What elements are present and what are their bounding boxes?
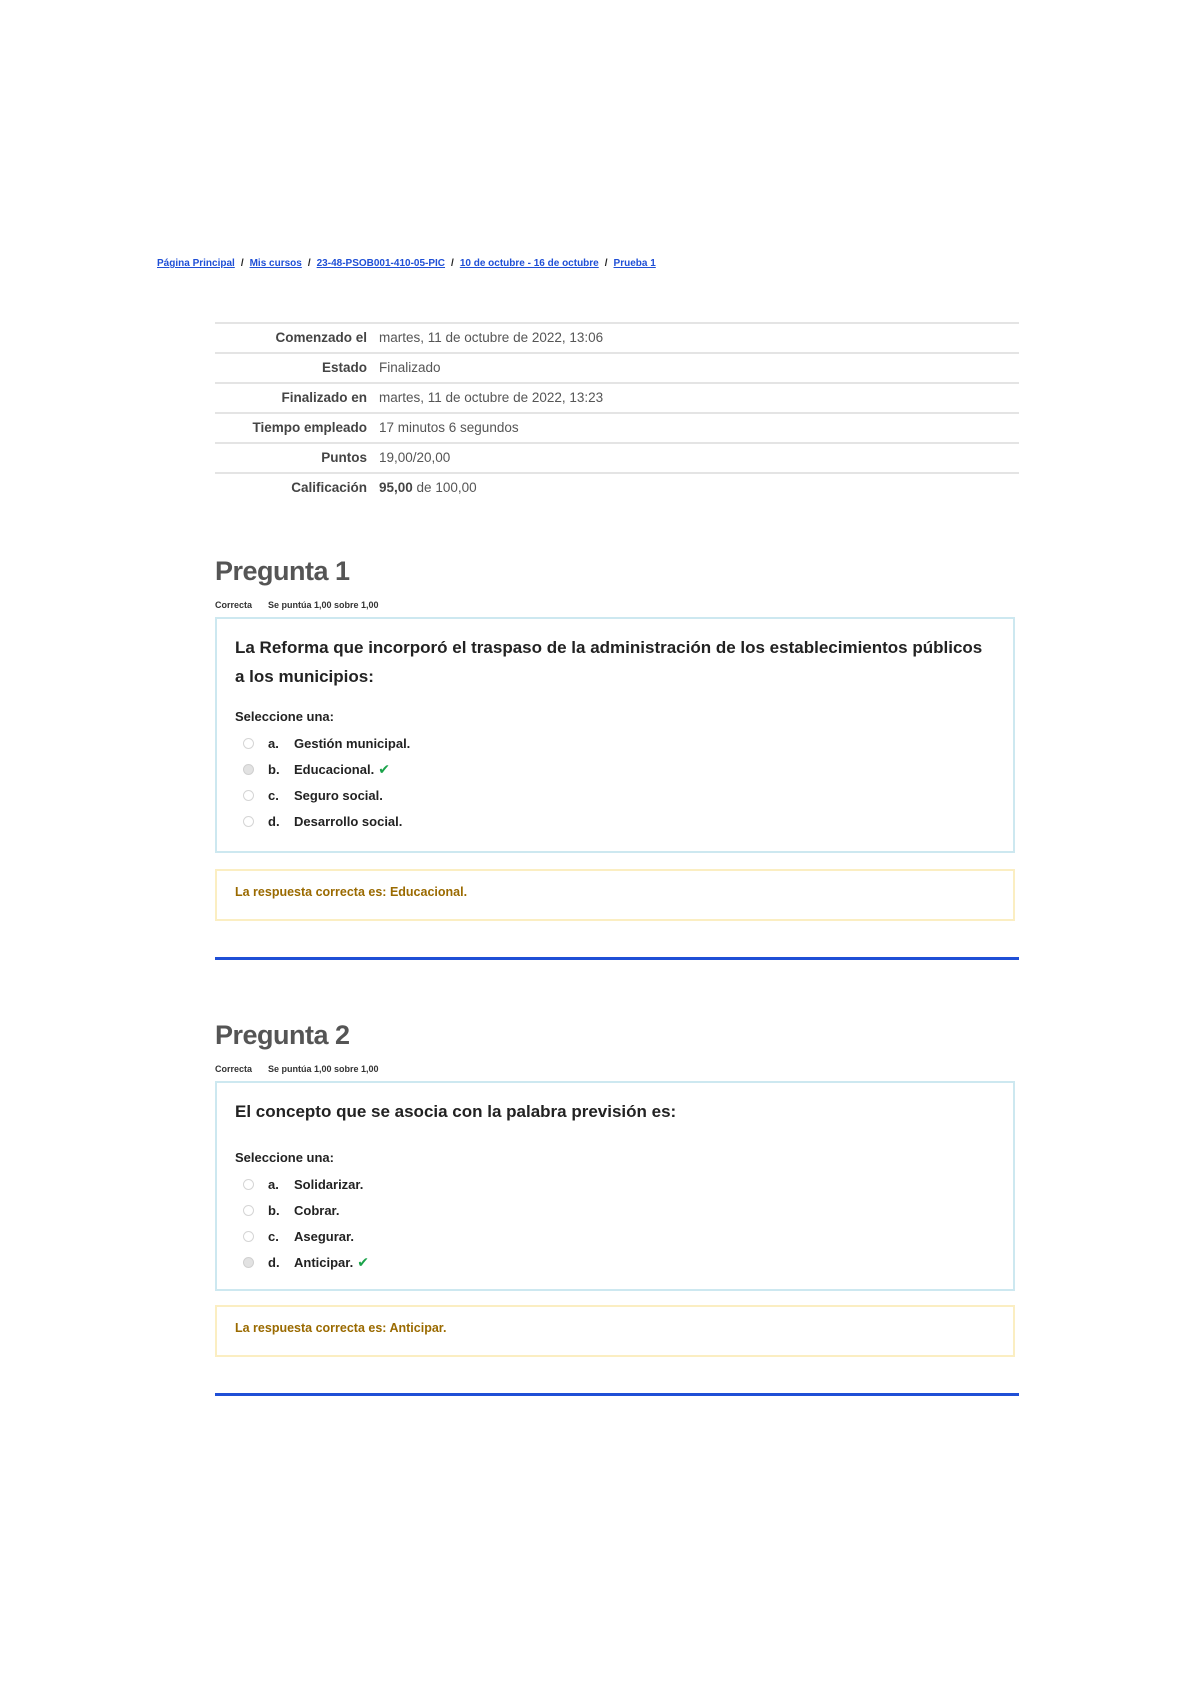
option-letter: c. [268,1228,279,1244]
summary-value: martes, 11 de octubre de 2022, 13:06 [373,323,1019,353]
breadcrumb-week-link[interactable]: 10 de octubre - 16 de octubre [459,258,599,269]
option-text: Educacional. [294,761,375,777]
summary-label: Tiempo empleado [215,413,373,443]
answer-option[interactable] [235,730,995,756]
question-info [215,600,379,610]
summary-label: Comenzado el [215,323,373,353]
question-text: El concepto que se asocia con la palabra previsión es: [235,1102,677,1121]
breadcrumb [157,258,656,269]
option-letter: a. [268,1176,279,1192]
breadcrumb-home-link[interactable]: Página Principal [157,258,235,269]
question-title: Pregunta 1 [215,556,350,586]
question-score: Se puntúa 1,00 sobre 1,00 [268,600,379,610]
summary-row-grade [215,473,1019,502]
answer-option[interactable] [235,1249,995,1275]
attempt-summary-table [215,322,1019,502]
breadcrumb-separator: / [451,258,454,269]
question-info [215,1064,379,1074]
question-divider [215,1393,1019,1396]
option-text: Anticipar. [294,1254,354,1270]
option-text: Asegurar. [294,1228,354,1244]
question-score: Se puntúa 1,00 sobre 1,00 [268,1064,379,1074]
answer-option[interactable] [235,1171,995,1197]
question-title: Pregunta 2 [215,1020,350,1050]
breadcrumb-quiz-link[interactable]: Prueba 1 [613,258,656,269]
question-box [215,617,1015,853]
option-letter: d. [268,1254,280,1270]
summary-value: martes, 11 de octubre de 2022, 13:23 [373,383,1019,413]
breadcrumb-course-link[interactable]: 23-48-PSOB001-410-05-PIC [316,258,446,269]
summary-row-time-taken [215,413,1019,443]
check-icon: ✔ [378,760,390,777]
radio-button[interactable] [243,1179,254,1190]
summary-value [373,473,1019,502]
option-text: Seguro social. [294,787,383,803]
summary-label: Estado [215,353,373,383]
summary-row-state [215,353,1019,383]
grade-max: de 100,00 [412,480,477,495]
answer-option[interactable] [235,782,995,808]
option-text: Desarrollo social. [294,813,403,829]
grade-value: 95,00 [379,480,413,495]
answer-option[interactable] [235,1197,995,1223]
summary-value: 19,00/20,00 [373,443,1019,473]
breadcrumb-separator: / [604,258,608,269]
answer-option[interactable] [235,1223,995,1249]
correct-answer-feedback: La respuesta correcta es: Educacional. [215,869,1015,921]
question-text: La Reforma que incorporó el traspaso de la administración de los establecimientos públicos a los municipios: [235,638,983,686]
correct-answer-feedback: La respuesta correcta es: Anticipar. [215,1305,1015,1357]
option-letter: d. [268,813,280,829]
option-text: Gestión municipal. [294,735,411,751]
question-box [215,1081,1015,1291]
radio-button[interactable] [243,1205,254,1216]
radio-button[interactable] [243,1231,254,1242]
breadcrumb-separator: / [240,258,244,269]
answer-option[interactable] [235,808,995,834]
radio-button-selected[interactable] [243,764,254,775]
option-letter: a. [268,735,279,751]
option-letter: b. [268,761,280,777]
summary-label: Calificación [215,473,373,502]
summary-row-finished [215,383,1019,413]
summary-label: Puntos [215,443,373,473]
answer-option[interactable] [235,756,995,782]
option-letter: c. [268,787,279,803]
question-divider [215,957,1019,960]
option-text: Cobrar. [294,1202,340,1218]
select-one-label: Seleccione una: [235,1150,334,1165]
question-status: Correcta [215,600,253,610]
radio-button-selected[interactable] [243,1257,254,1268]
summary-value: Finalizado [373,353,1019,383]
radio-button[interactable] [243,790,254,801]
summary-label: Finalizado en [215,383,373,413]
option-text: Solidarizar. [294,1176,364,1192]
option-letter: b. [268,1202,280,1218]
check-icon: ✔ [357,1253,369,1270]
breadcrumb-separator: / [307,258,311,269]
breadcrumb-my-courses-link[interactable]: Mis cursos [249,258,302,269]
summary-row-started [215,323,1019,353]
radio-button[interactable] [243,738,254,749]
summary-row-points [215,443,1019,473]
radio-button[interactable] [243,816,254,827]
select-one-label: Seleccione una: [235,709,334,724]
summary-value: 17 minutos 6 segundos [373,413,1019,443]
question-status: Correcta [215,1064,253,1074]
